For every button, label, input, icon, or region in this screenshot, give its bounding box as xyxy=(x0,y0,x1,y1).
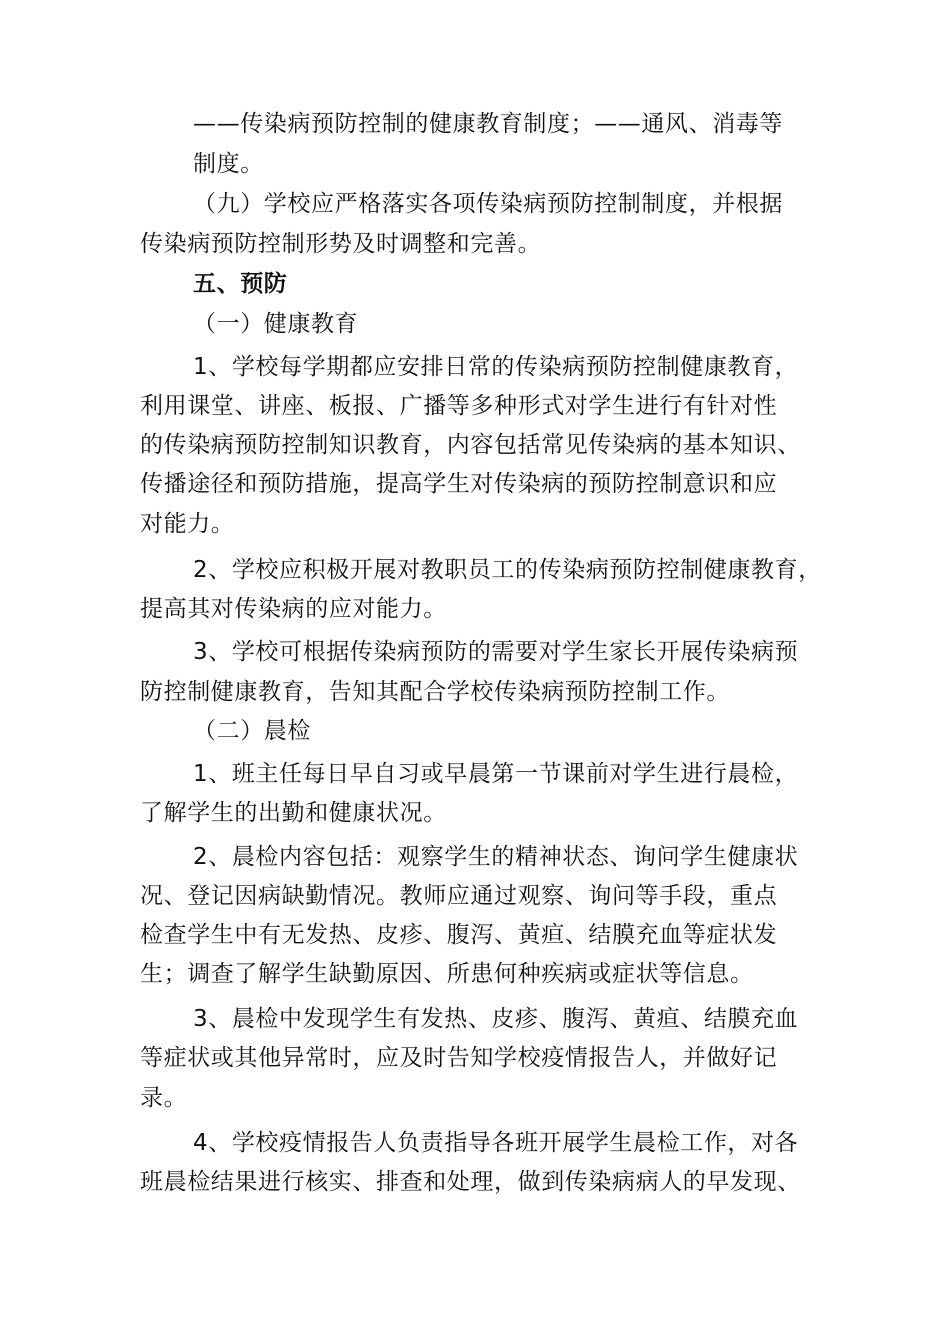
body-line: 1、学校每学期都应安排日常的传染病预防控制健康教育， xyxy=(193,354,799,380)
body-line: 传播途径和预防措施，提高学生对传染病的预防控制意识和应 xyxy=(140,471,778,497)
body-line: 况、登记因病缺勤情况。教师应通过观察、询问等手段，重点 xyxy=(140,883,778,909)
body-line: 等症状或其他异常时，应及时告知学校疫情报告人，并做好记 xyxy=(140,1045,778,1071)
body-line: 传染病预防控制形势及时调整和完善。 xyxy=(140,231,542,257)
body-line: 对能力。 xyxy=(140,511,235,537)
body-line: 检查学生中有无发热、皮疹、腹泻、黄疸、结膜充血等症状发 xyxy=(140,922,778,948)
body-line: 3、学校可根据传染病预防的需要对学生家长开展传染病预 xyxy=(193,639,799,665)
subsection-heading: （二）晨检 xyxy=(193,718,311,744)
section-heading: 五、预防 xyxy=(193,271,288,297)
body-line: 制度。 xyxy=(193,151,264,177)
body-line: 生；调查了解学生缺勤原因、所患何种疾病或症状等信息。 xyxy=(140,961,754,987)
body-line: 录。 xyxy=(140,1085,188,1111)
body-line: 2、学校应积极开展对教职员工的传染病预防控制健康教育， xyxy=(193,557,822,583)
body-line: 3、晨检中发现学生有发热、皮疹、腹泻、黄疸、结膜充血 xyxy=(193,1006,799,1032)
body-line: ——传染病预防控制的健康教育制度；——通风、消毒等 xyxy=(193,111,783,137)
body-line: 提高其对传染病的应对能力。 xyxy=(140,596,447,622)
subsection-heading: （一）健康教育 xyxy=(193,311,359,337)
body-line: 1、班主任每日早自习或早晨第一节课前对学生进行晨检， xyxy=(193,761,799,787)
body-line: 利用课堂、讲座、板报、广播等多种形式对学生进行有针对性 xyxy=(140,393,778,419)
body-line: 班晨检结果进行核实、排查和处理，做到传染病病人的早发现、 xyxy=(140,1169,801,1195)
body-line: 防控制健康教育，告知其配合学校传染病预防控制工作。 xyxy=(140,679,730,705)
body-line: 2、晨检内容包括：观察学生的精神状态、询问学生健康状 xyxy=(193,844,799,870)
body-line: 的传染病预防控制知识教育，内容包括常见传染病的基本知识、 xyxy=(140,432,801,458)
body-line: 了解学生的出勤和健康状况。 xyxy=(140,800,447,826)
body-line: （九）学校应严格落实各项传染病预防控制制度，并根据 xyxy=(193,191,783,217)
body-line: 4、学校疫情报告人负责指导各班开展学生晨检工作，对各 xyxy=(193,1130,799,1156)
